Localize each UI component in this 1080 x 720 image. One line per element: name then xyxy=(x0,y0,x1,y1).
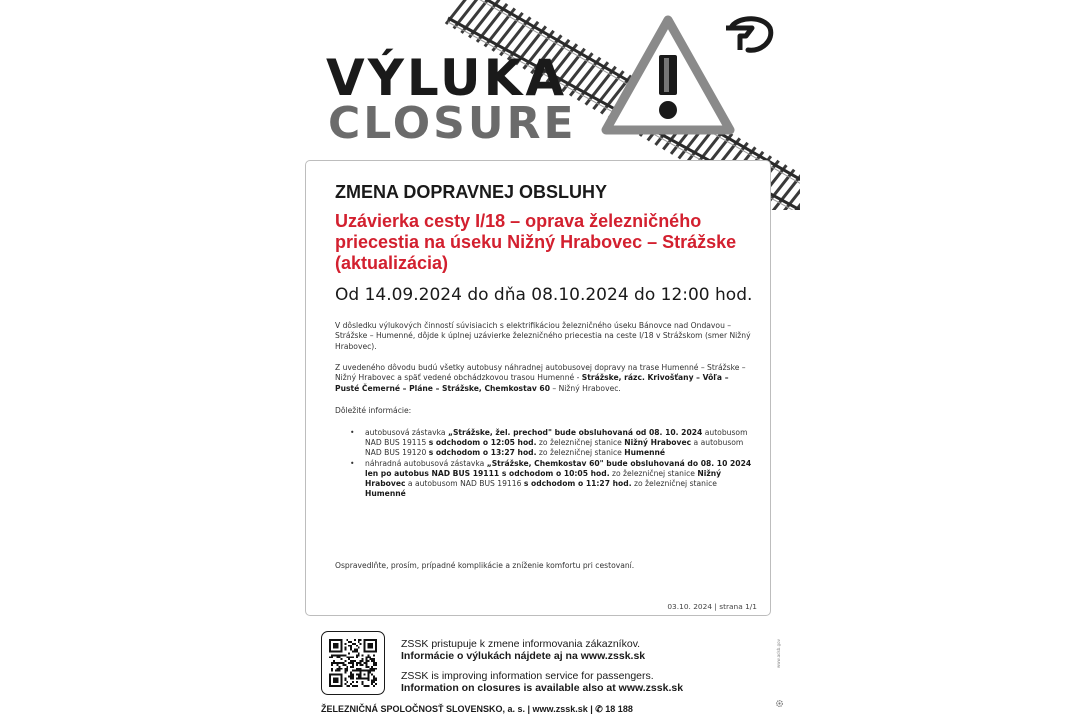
bullet-text: autobusom NAD BUS 19115 xyxy=(365,428,748,448)
paragraph-2-end: – Nižný Hrabovec. xyxy=(550,383,621,393)
bullet-stop: „Strážske, žel. prechod" bude obsluhovaná od 08. 10. 2024 xyxy=(447,428,703,437)
bullet-text: zo železničnej stanice xyxy=(536,448,625,458)
bullet-text: náhradná autobusová zástavka xyxy=(365,458,487,468)
paragraph-2-route: Strážske, rázc. Krivošťany – Vôľa – Pusté Čemerné – Pláne – Strážske, Chemkostav 60 xyxy=(335,373,729,393)
info-en-line-1: ZSSK is improving information service for passengers. xyxy=(401,670,654,682)
paragraph-2-start: Z uvedeného dôvodu budú všetky autobusy náhradnej autobusovej dopravy na trase Humenné – Strážske – Nižný Hrabovec a späť vedené obchádzkovou trasou Humenné - xyxy=(335,363,746,383)
bullet-text: zo železničnej stanice xyxy=(536,438,625,448)
warning-triangle-icon xyxy=(600,14,736,138)
apology-text: Ospravedlňte, prosím, prípadné komplikácie a zníženie komfortu pri cestovaní. xyxy=(335,561,635,570)
bullet-station: Humenné xyxy=(365,489,406,499)
gear-icon xyxy=(775,699,784,708)
important-label: Dôležité informácie: xyxy=(335,406,412,415)
notice-card xyxy=(305,160,771,616)
info-sk-link[interactable]: Informácie o výlukách nájdete aj na www.zssk.sk xyxy=(401,650,646,662)
bullet-departure: s odchodom o 12:05 hod. xyxy=(428,438,537,448)
bullet-text: zo železničnej stanice xyxy=(631,479,717,489)
title-en: CLOSURE xyxy=(328,98,577,149)
zssk-logo-icon xyxy=(722,14,774,54)
important-list xyxy=(350,428,754,499)
bullet-text: 19111 xyxy=(470,468,502,478)
info-sk-line-1: ZSSK pristupuje k zmene informovania zákazníkov. xyxy=(401,638,641,650)
bullet-departure: s odchodom o 11:27 hod. xyxy=(523,479,632,489)
notice-subtitle: Uzávierka cesty I/18 – oprava železničného priecestia na úseku Nižný Hrabovec – Strážske (aktualizácia) xyxy=(335,211,737,273)
side-tag: www.adsb.gov xyxy=(776,639,781,668)
bullet-station: Humenné xyxy=(624,448,666,458)
notice-heading: ZMENA DOPRAVNEJ OBSLUHY xyxy=(335,182,608,202)
bullet-stop: „Strážske, Chemkostav 60" bude obsluhovaná do 08. 10 2024 len po autobus NAD BUS xyxy=(365,458,752,478)
list-item xyxy=(350,459,754,500)
qr-code-icon[interactable] xyxy=(329,639,377,687)
info-en-link[interactable]: Information on closures is available also at www.zssk.sk xyxy=(401,682,684,694)
bullet-text: zo železničnej stanice xyxy=(609,468,698,478)
paragraph-1: V dôsledku výlukových činností súvisiacich s elektrifikáciou železničného úseku Bánovce nad Ondavou – Strážske – Humenné, dôjde k úplnej uzávierke železničného priecestia na ceste I/18 v Strážskom (smer Nižný Hrabovec). xyxy=(335,321,751,351)
bullet-station: Nižný Hrabovec xyxy=(365,468,722,489)
bullet-text: autobusová zástavka xyxy=(365,428,448,437)
company-footer: ŽELEZNIČNÁ SPOLOČNOSŤ SLOVENSKO, a. s. | www.zssk.sk | ✆ 18 188 xyxy=(321,704,633,714)
notice-dates: Od 14.09.2024 do dňa 08.10.2024 do 12:00 hod. xyxy=(335,285,753,305)
bullet-text: a autobusom NAD BUS 19116 xyxy=(405,479,524,489)
bullet-station: Nižný Hrabovec xyxy=(624,438,692,448)
list-item xyxy=(350,428,754,459)
paragraph-2 xyxy=(335,363,753,394)
page-footer: 03.10. 2024 | strana 1/1 xyxy=(667,602,757,611)
bullet-departure: s odchodom o 13:27 hod. xyxy=(428,448,537,458)
bullet-text: a autobusom NAD BUS 19120 xyxy=(365,438,744,458)
title-sk: VÝLUKA xyxy=(326,49,568,107)
qr-code-frame xyxy=(321,631,385,695)
bullet-departure: s odchodom o 10:05 hod. xyxy=(501,468,610,478)
